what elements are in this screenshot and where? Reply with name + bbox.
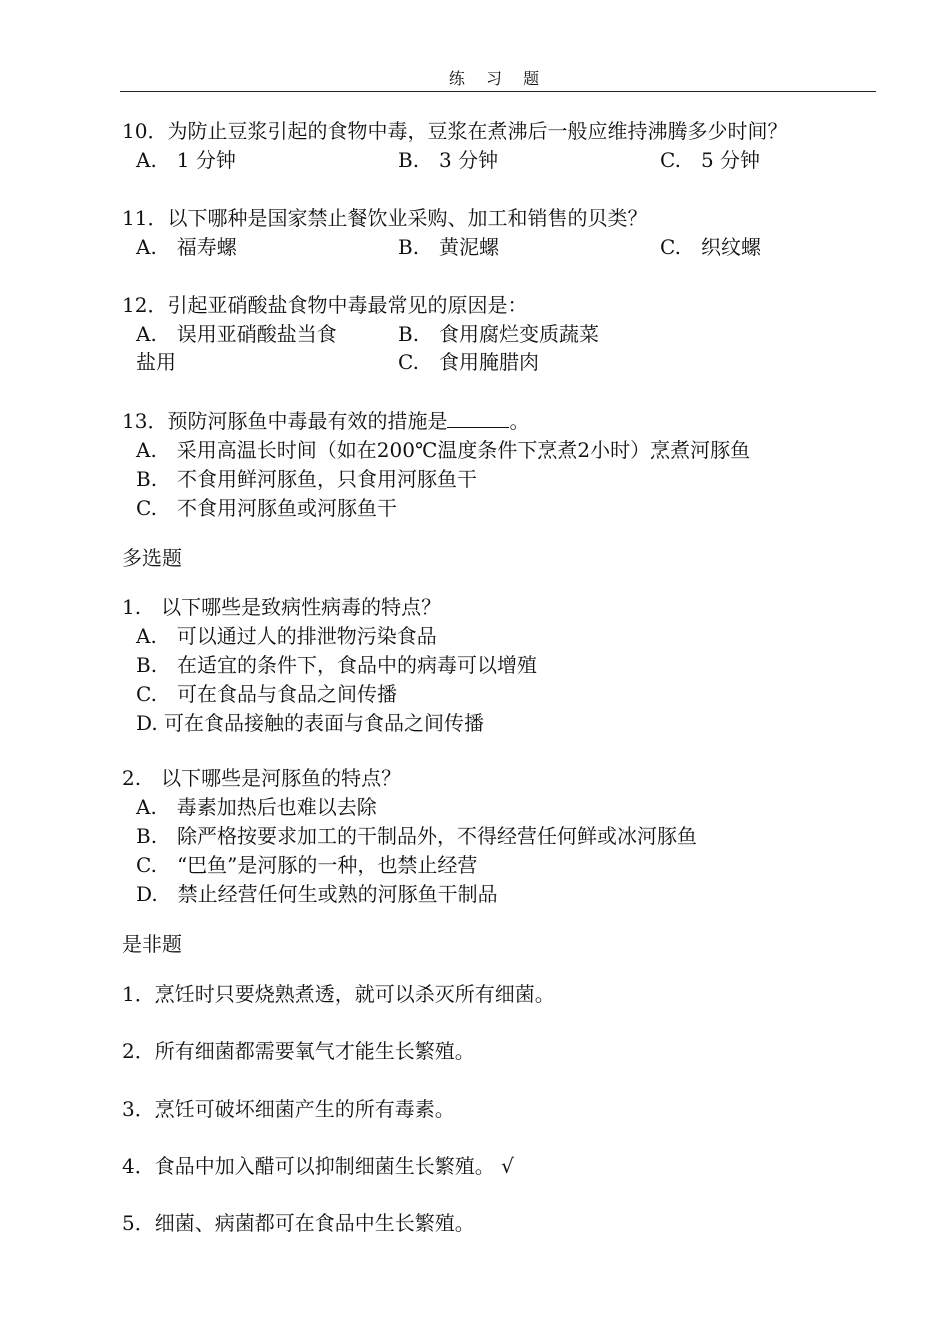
- question-10-option-a: A. 1 分钟: [136, 148, 236, 172]
- multi-question-2-option-a: A. 毒素加热后也难以去除: [136, 795, 377, 819]
- question-12-option-c: C. 食用腌腊肉: [398, 350, 539, 374]
- question-13-stem-end: 。: [509, 409, 530, 433]
- multi-question-1-option-d: D. 可在食品接触的表面与食品之间传播: [136, 711, 485, 735]
- tf-statement-4: 4．食品中加入醋可以抑制细菌生长繁殖。 √: [122, 1154, 514, 1178]
- question-11-option-c: C. 织纹螺: [660, 235, 761, 259]
- tf-statement-5: 5．细菌、病菌都可在食品中生长繁殖。: [122, 1211, 475, 1235]
- question-12-option-a: A. 误用亚硝酸盐当食: [136, 322, 337, 346]
- multi-question-1-stem: 1. 以下哪些是致病性病毒的特点？: [122, 595, 442, 619]
- question-10-option-b: B. 3 分钟: [398, 148, 499, 172]
- multi-question-1-option-b: B. 在适宜的条件下，食品中的病毒可以增殖: [136, 653, 538, 677]
- multi-question-1-option-c: C. 可在食品与食品之间传播: [136, 682, 397, 706]
- multi-choice-heading: 多选题: [122, 546, 182, 570]
- page-header: 练 习 题: [448, 69, 548, 88]
- tf-statement-2: 2．所有细菌都需要氧气才能生长繁殖。: [122, 1039, 475, 1063]
- question-12-stem: 12．引起亚硝酸盐食物中毒最常见的原因是：: [122, 293, 528, 317]
- multi-question-2-option-d: D. 禁止经营任何生或熟的河豚鱼干制品: [136, 882, 498, 906]
- true-false-heading: 是非题: [122, 932, 182, 956]
- answer-blank: [447, 409, 509, 428]
- question-13-option-c: C. 不食用河豚鱼或河豚鱼干: [136, 496, 397, 520]
- question-12-option-b: B. 食用腐烂变质蔬菜: [398, 322, 600, 346]
- multi-question-2-option-b: B. 除严格按要求加工的干制品外，不得经营任何鲜或冰河豚鱼: [136, 824, 698, 848]
- header-divider: [120, 91, 876, 92]
- multi-question-1-option-a: A. 可以通过人的排泄物污染食品: [136, 624, 437, 648]
- question-13-option-b: B. 不食用鲜河豚鱼，只食用河豚鱼干: [136, 467, 478, 491]
- question-13-stem-text: 13．预防河豚鱼中毒最有效的措施是: [122, 409, 448, 433]
- question-10-option-c: C. 5 分钟: [660, 148, 761, 172]
- question-11-stem: 11．以下哪种是国家禁止餐饮业采购、加工和销售的贝类？: [122, 206, 648, 230]
- question-13-stem: [122, 408, 529, 434]
- question-13-option-a: A. 采用高温长时间（如在200℃温度条件下烹煮2小时）烹煮河豚鱼: [136, 438, 751, 462]
- question-10-stem: 10．为防止豆浆引起的食物中毒，豆浆在煮沸后一般应维持沸腾多少时间？: [122, 119, 788, 143]
- question-11-option-a: A. 福寿螺: [136, 235, 237, 259]
- tf-statement-3: 3．烹饪可破坏细菌产生的所有毒素。: [122, 1097, 455, 1121]
- question-11-option-b: B. 黄泥螺: [398, 235, 500, 259]
- question-12-option-a-wrap: 盐用: [136, 350, 176, 374]
- multi-question-2-option-c: C. “巴鱼”是河豚的一种，也禁止经营: [136, 853, 478, 877]
- tf-statement-1: 1．烹饪时只要烧熟煮透，就可以杀灭所有细菌。: [122, 982, 555, 1006]
- multi-question-2-stem: 2. 以下哪些是河豚鱼的特点？: [122, 766, 402, 790]
